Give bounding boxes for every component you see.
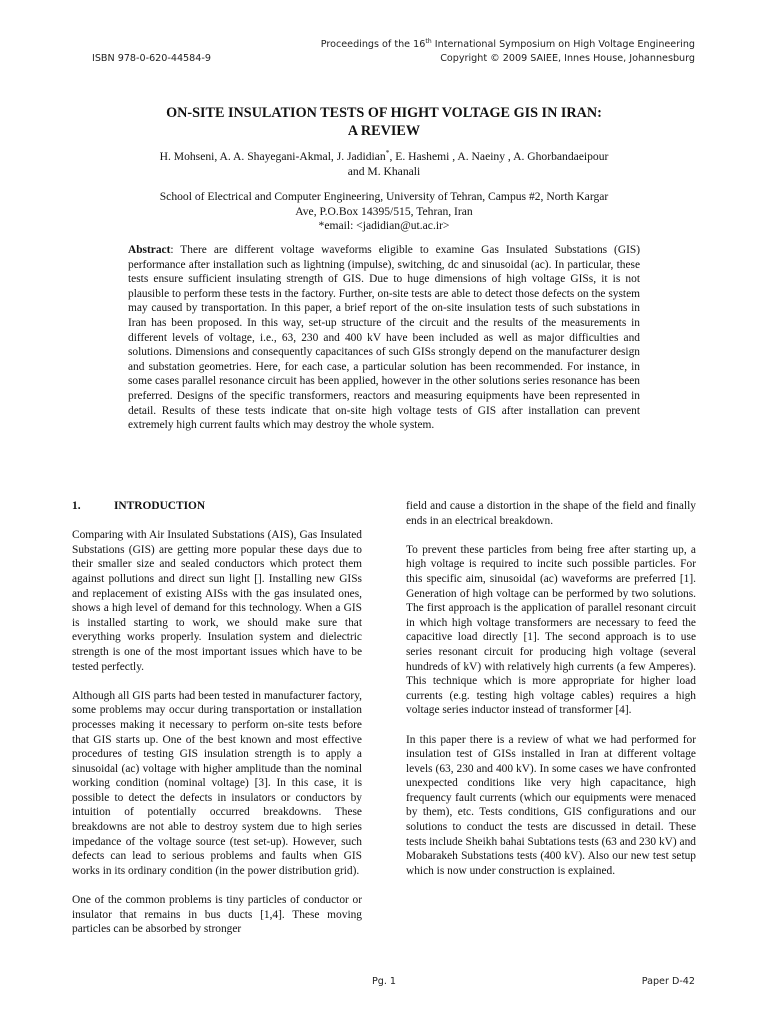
abstract-label: Abstract <box>128 244 171 256</box>
running-header <box>321 38 695 66</box>
section-number: 1. <box>72 500 81 512</box>
right-column <box>406 499 696 893</box>
paragraph: To prevent these particles from being free after starting up, a high voltage is required to incite such possible particles. For this specific aim, sinusoidal (ac) waveforms are preferred [1]. Generation of high voltage can be performed by two solutions. The first approach is the application of parallel resonant circuit in which high voltage transformers are necessary to feed the capacitive load directly [1]. The second approach is to use series resonant circuit for producing high voltage (several hundreds of kV) with relatively high currents (a few Amperes). This technique which is more appropriate for higher load currents (e.g. testing high voltage cables) requires a high voltage series inductor instead of transformer [4]. <box>406 543 696 717</box>
abstract-text: : There are different voltage waveforms eligible to examine Gas Insulated Substations (GIS) performance after installation such as lightning (impulse), switching, dc and sinusoidal (ac). In particular, these tests ensure sufficient insulating strength of GIS. Due to huge dimensions of high voltage GISs, it is not plausible to perform these tests in the factory. Further, on-site tests are able to detect those defects on the system may caused by transportation. In this paper, a brief report of the on-site insulation tests of such substations in Iran has been proposed. In this way, set-up structure of the circuit and the results of the measurements in different levels of voltage, i.e., 63, 230 and 400 kV have been included as well as major difficulties and solutions. Dimensions and consequently capacitances of such GISs strongly depend on the manufacturer design and substation geometries. Here, for each case, a particular solution has been recommended. For instance, in some cases parallel resonance circuit has been applied, however in the other solutions series resonance has been preferred. Designs of the specific transformers, reactors and measuring equipments have been represented in detail. Results of these tests indicate that on-site high voltage tests of GIS after installation can prevent extremely high current faults which may destroy the whole system. <box>128 244 640 432</box>
page-number: Pg. 1 <box>371 976 397 987</box>
title-block <box>100 104 668 234</box>
paragraph: One of the common problems is tiny particles of conductor or insulator that remains in bus ducts [1,4]. These moving particles can be absorbed by stronger <box>72 894 362 936</box>
proceedings-line: Proceedings of the 16th International Symposium on High Voltage Engineering <box>320 37 695 50</box>
section-title: INTRODUCTION <box>114 500 206 512</box>
paper-title: ON-SITE INSULATION TESTS OF HIGHT VOLTAGE GIS IN IRAN: A REVIEW <box>166 105 602 139</box>
authors: H. Mohseni, A. A. Shayegani-Akmal, J. Jadidian*, E. Hashemi , A. Naeiny , A. Ghorbandaeipour and M. Khanali <box>159 148 609 178</box>
paragraph: Comparing with Air Insulated Substations (AIS), Gas Insulated Substations (GIS) are getting more popular these days due to their smaller size and sealed conductors which protect them against pollutions and direct sun light []. Installing new GISs and replacement of existing AISs with the gas insulated ones, shows a high level of demand for this technology. When a GIS is installed starting to work, we should make sure that everything works properly. Insulation system and dielectric strength is one of the most important issues which have to be tested perfectly. <box>72 529 362 673</box>
copyright-line: Copyright © 2009 SAIEE, Innes House, Johannesburg <box>440 53 695 64</box>
abstract <box>128 243 640 433</box>
section-heading <box>72 499 362 514</box>
isbn: ISBN 978-0-620-44584-9 <box>92 53 211 64</box>
paragraph: field and cause a distortion in the shape of the field and finally ends in an electrical breakdown. <box>406 500 696 527</box>
affiliation: School of Electrical and Computer Engineering, University of Tehran, Campus #2, North Kargar Ave, P.O.Box 14395/515, Tehran, Iran *email: <jadidian@ut.ac.ir> <box>159 190 609 232</box>
left-column <box>72 499 362 951</box>
paragraph: Although all GIS parts had been tested in manufacturer factory, some problems may occur during transportation or installation processes making it necessary to perform on-site tests before that GIS starts up. One of the best known and most effective procedures of testing GIS insulation strength is to apply a sinusoidal (ac) voltage with higher amplitude than the nominal working condition (nominal voltage) [3]. In this case, it is possible to detect the defects in insulators or conductors by intuition of potentially occurred breakdowns. These breakdowns are not able to destroy system due to high series impedance of the voltage source (test set-up). However, such defects can lead to serious problems and faults when GIS works in its ordinary condition (in the power distribution grid). <box>72 689 362 877</box>
paragraph: In this paper there is a review of what we had performed for insulation test of GISs installed in Iran at different voltage levels (63, 230 and 400 kV). In some cases we have confronted unexpected conditions like very high capacitance, high frequency fault currents (which our equipments were menaced by them), etc. Tests conditions, GIS configurations and our solutions to conduct the tests are discussed in detail. These tests include Sheikh bahai Subtations tests (63 and 230 kV) and Mobarakeh Substations tests (400 kV). Also our new test setup which is now under construction is explained. <box>406 733 696 877</box>
paper-id: Paper D-42 <box>641 976 695 987</box>
